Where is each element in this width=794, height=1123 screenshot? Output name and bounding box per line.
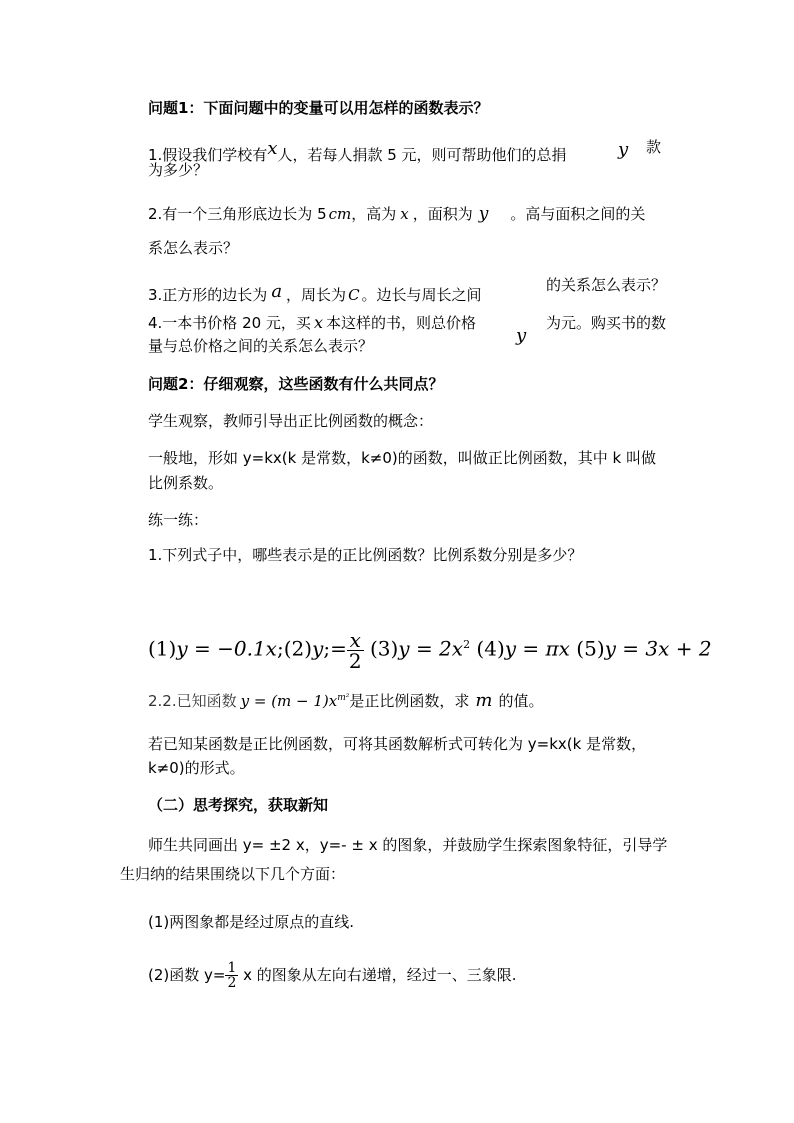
q1-item4-text-c: 为元。购买书的数 xyxy=(546,314,667,332)
q1-item3-text-c: 。边长与周长之间 xyxy=(361,286,482,304)
definition-line1: 一般地，形如 y=kx(k 是常数，k≠0)的函数，叫做正比例函数，其中 k 叫做 xyxy=(148,449,656,467)
section2-paragraph-line1: 师生共同画出 y= ±2 x，y=- ± x 的图象，并鼓励学生探索图象特征，引导学 xyxy=(148,836,668,854)
q1-item4-text-d: 量与总价格之间的关系怎么表示？ xyxy=(148,337,374,355)
formula-3-exponent: 2 xyxy=(463,638,471,651)
var-m: m xyxy=(475,690,493,711)
exercise2-function: y = (m − 1)x xyxy=(240,692,338,710)
q1-item1-line xyxy=(148,138,567,165)
var-x: x xyxy=(313,313,323,332)
formula-2-fraction xyxy=(347,627,364,673)
q1-item1-text-c: 款 xyxy=(646,138,662,156)
q1-item2-text-a: 2.有一个三角形底边长为 5 xyxy=(148,205,327,223)
formula-label-1: (1) xyxy=(148,636,177,661)
formula-label-2: ;(2) xyxy=(276,636,313,661)
var-a: a xyxy=(271,281,283,302)
exercise2-text-a: 2.2.已知函数 xyxy=(148,692,237,710)
section2-heading: （二）思考探究，获取新知 xyxy=(148,796,329,814)
q1-item2-text-b: ，高为 xyxy=(351,205,397,223)
exercise2-text-c: 的值。 xyxy=(498,692,544,710)
fraction-numerator: x xyxy=(347,630,364,651)
formula-1: y = −0.1x xyxy=(176,636,277,661)
fraction-denominator: 2 xyxy=(348,648,362,673)
exercise2-exponent: m² xyxy=(337,693,350,703)
formula-label-5: (5) xyxy=(569,636,605,661)
var-y: y xyxy=(478,204,489,224)
var-y: y xyxy=(618,139,629,160)
formula-3: y = 2x xyxy=(398,636,464,661)
note-line2: k≠0)的形式。 xyxy=(148,759,245,777)
q1-item1-text-d: 为多少？ xyxy=(148,161,209,179)
definition-line2: 比例系数。 xyxy=(148,474,224,492)
q1-item2-text-c: ，面积为 xyxy=(412,205,473,223)
q1-item2-line xyxy=(148,204,645,224)
point1-text: (1)两图象都是经过原点的直线. xyxy=(148,913,355,931)
formula-4: y = πx xyxy=(504,636,570,661)
formula-label-3: (3) xyxy=(363,636,399,661)
exercise2-text-b: 是正比例函数，求 xyxy=(349,692,470,710)
var-y: y xyxy=(516,325,527,346)
point2-line xyxy=(148,958,517,992)
formula-2-eq: ;= xyxy=(323,636,347,661)
exercise1-text: 1.下列式子中，哪些表示是的正比例函数？比例系数分别是多少？ xyxy=(148,546,583,564)
fraction-numerator: 1 xyxy=(227,960,237,976)
q1-item2-text-e: 系怎么表示？ xyxy=(148,239,239,257)
question2-heading: 问题2：仔细观察，这些函数有什么共同点？ xyxy=(148,375,444,393)
q1-item4-text-b: 本这样的书，则总价格 xyxy=(325,314,476,332)
formula-list xyxy=(148,622,712,672)
point2-text-b: x 的图象从左向右递增，经过一、三象限. xyxy=(238,966,517,984)
q1-item1-text-a: 1.假设我们学校有 xyxy=(148,146,268,164)
var-x: x xyxy=(267,138,278,159)
formula-5: y = 3x + 2 xyxy=(604,636,712,661)
q1-item3-text-b: ，周长为 xyxy=(286,286,347,304)
q1-item2-text-d: 。高与面积之间的关 xyxy=(510,205,646,223)
q1-item4-text-a: 4.一本书价格 20 元，买 xyxy=(148,314,311,332)
point2-text-a: (2)函数 y= xyxy=(148,966,226,984)
point2-fraction xyxy=(225,961,238,990)
var-c: C xyxy=(348,286,360,304)
exercise2-line xyxy=(148,688,544,711)
section2-paragraph-line2: 生归纳的结果围绕以下几个方面： xyxy=(120,865,346,883)
practice-heading: 练一练： xyxy=(148,511,209,529)
q1-item3-text-a: 3.正方形的边长为 xyxy=(148,286,268,304)
fraction-denominator: 2 xyxy=(227,975,237,991)
q1-item3-text-d: 的关系怎么表示？ xyxy=(546,276,667,294)
formula-label-4: (4) xyxy=(470,636,505,661)
formula-2-y: y xyxy=(312,636,324,661)
observe-text: 学生观察，教师引导出正比例函数的概念： xyxy=(148,412,434,430)
q1-item4-line xyxy=(148,313,476,333)
question1-heading: 问题1：下面问题中的变量可以用怎样的函数表示？ xyxy=(148,99,489,117)
var-x: x xyxy=(400,205,409,223)
q1-item3-line xyxy=(148,281,482,305)
note-line1: 若已知某函数是正比例函数，可将其函数解析式可转化为 y=kx(k 是常数， xyxy=(148,735,647,753)
q1-item1-text-b: 人，若每人捐款 5 元，则可帮助他们的总捐 xyxy=(277,146,567,164)
unit-cm: cm xyxy=(328,205,352,223)
